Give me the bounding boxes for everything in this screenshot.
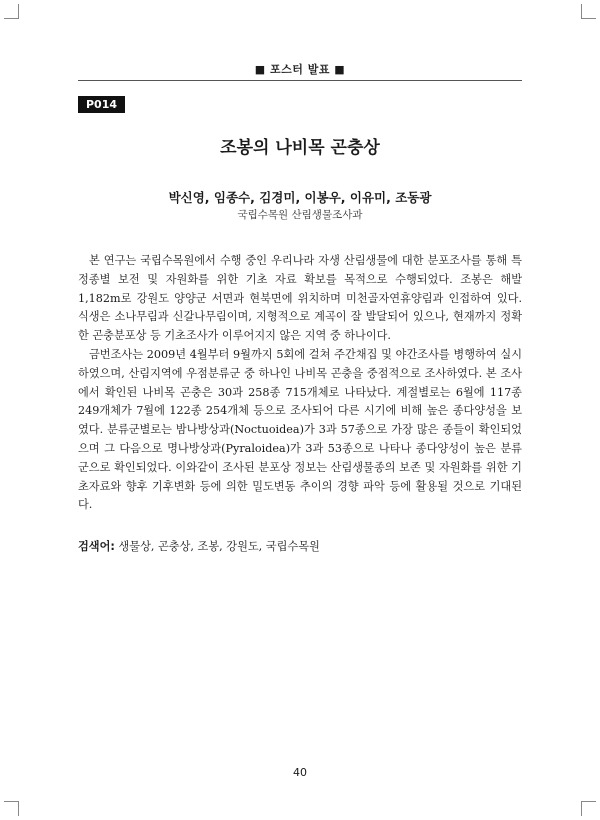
keywords: [78, 538, 522, 554]
author-list: 박신영, 임종수, 김경미, 이봉우, 이유미, 조동광: [168, 190, 432, 205]
abstract-paragraph: 금번조사는 2009년 4월부터 9월까지 5회에 걸쳐 주간채집 및 야간조사를 병행하여 실시하였으며, 산림지역에 우점분류군 중 하나인 나비목 곤충을 중점적으로 조사하였다. 본 조사에서 확인된 나비목 곤충은 30과 258종 715개체로 나타났다. 계절별로는 6월에 117종 249개체가 7월에 122종 254개체 등으로 조사되어 다른 시기에 비해 높은 종다양성을 보였다. 분류군별로는 밤나방상과(Noctuoidea)가 3과 57종으로 가장 많은 종들이 확인되었으며 그 다음으로 명나방상과(Pyraloidea)가 3과 53종으로 나타나 종다양성이 높은 분류군으로 확인되었다. 이와같이 조사된 분포상 정보는 산림생물종의 보존 및 자원화를 위한 기초자료와 향후 기후변화 등에 의한 밀도변동 추이의 경향 파악 등에 활용될 것으로 기대된다.: [78, 347, 522, 512]
keywords-text: 생물상, 곤충상, 조봉, 강원도, 국립수목원: [114, 540, 320, 553]
crop-mark-bottom-left: [4, 801, 19, 816]
section-header: ■ 포스터 발표 ■: [254, 63, 346, 76]
abstract-body: [78, 252, 522, 515]
crop-mark-bottom-right: [581, 801, 596, 816]
paper-title: 조봉의 나비목 곤충상: [220, 138, 380, 158]
affiliation: 국립수목원 산림생물조사과: [237, 209, 363, 221]
keywords-label: 검색어:: [78, 540, 115, 553]
abstract-paragraph: 본 연구는 국립수목원에서 수행 중인 우리나라 자생 산림생물에 대한 분포조사를 통해 특정종별 보전 및 자원화를 위한 기초 자료 확보를 목적으로 수행되었다. 조봉은 해발 1,182m로 강원도 양양군 서면과 현북면에 위치하며 미천골자연휴양림과 인접하여 있다. 식생은 소나무림과 신갈나무림이며, 지형적으로 계곡이 잘 발달되어 있으나, 현재까지 정확한 곤충분포상 등 기초조사가 이루어지지 않은 지역 중 하나이다.: [78, 254, 522, 343]
crop-mark-top-right: [581, 4, 596, 19]
header-rule: [78, 80, 522, 81]
poster-code-badge: P014: [78, 96, 125, 113]
crop-mark-top-left: [4, 4, 19, 19]
page-number: 40: [293, 766, 307, 779]
